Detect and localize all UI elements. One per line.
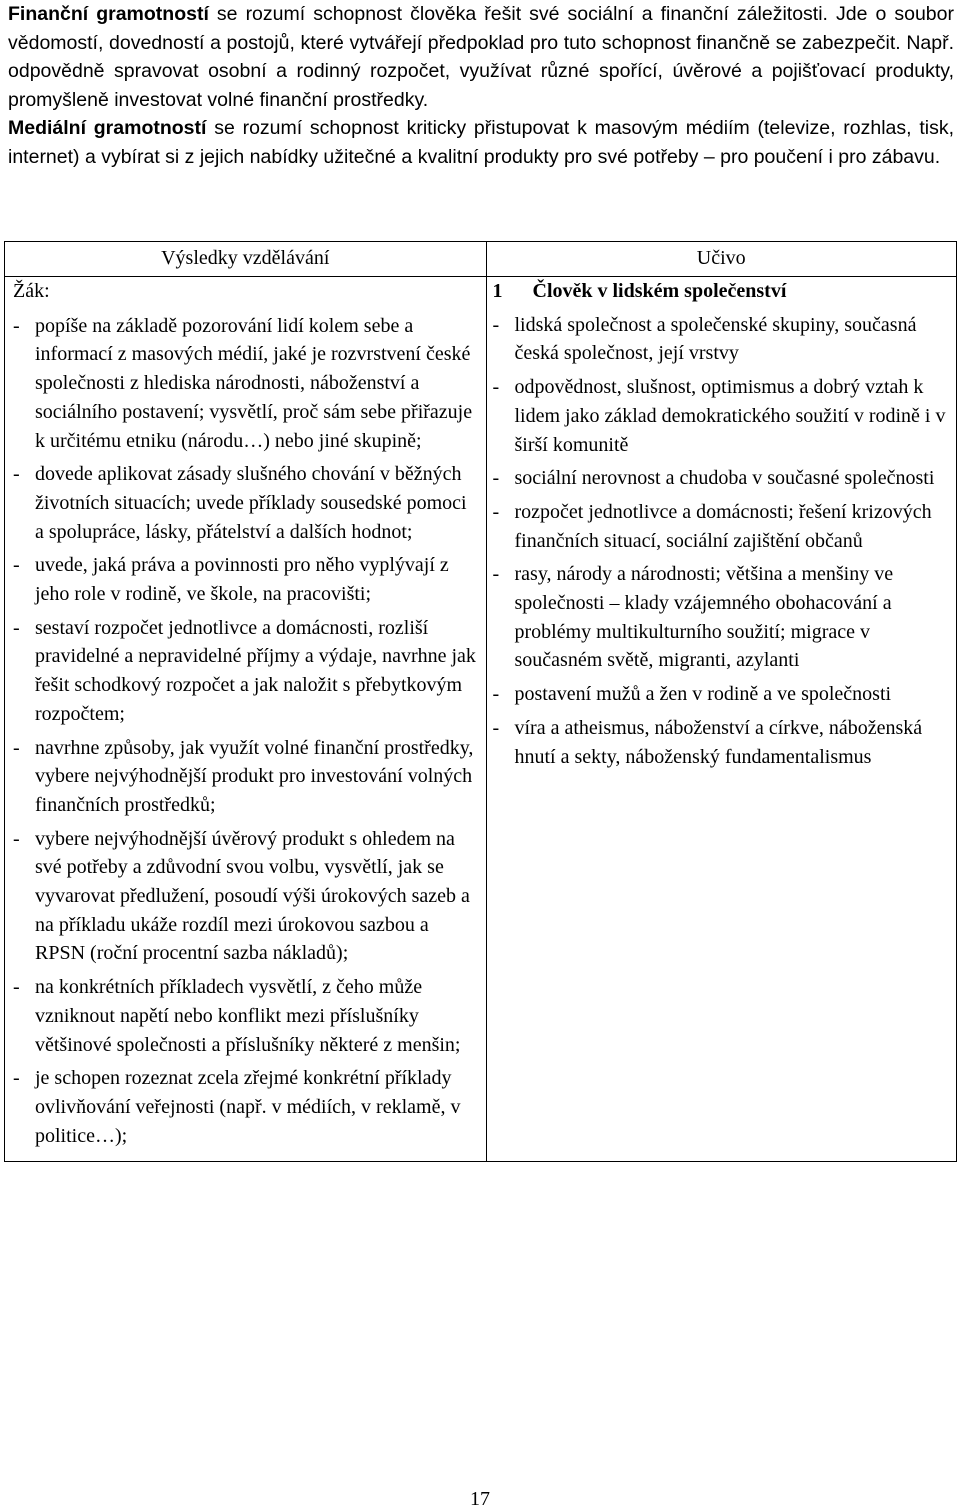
outcomes-list [13, 312, 478, 1151]
list-item: - lidská společnost a společenské skupiny, současná česká společnost, její vrstvy [493, 311, 949, 368]
topic-number: 1 [492, 280, 503, 302]
list-item: - dovede aplikovat zásady slušného chování v běžných životních situacích; uvede příklady sousedské pomoci a spolupráce, lásky, přátelství a dalších hodnot; [13, 460, 478, 546]
student-label: Žák: [13, 280, 50, 302]
list-item: - rozpočet jednotlivce a domácnosti; řešení krizových finančních situací, sociální zajištění občanů [493, 498, 949, 555]
table-header-row [5, 242, 957, 277]
list-item: - popíše na základě pozorování lidí kolem sebe a informací z masových médií, jaké je rozvrstvení české společnosti z hlediska národnosti, náboženství a sociálního postavení; vysvětlí, proč sám sebe přiřazuje k určitému etniku (národu…) nebo jiné skupině; [13, 312, 478, 456]
list-item: - navrhne způsoby, jak využít volné finanční prostředky, vybere nejvýhodnější produkt pro investování volných finančních prostředků; [13, 734, 478, 820]
header-outcomes: Výsledky vzdělávání [5, 242, 487, 277]
list-item: - postavení mužů a žen v rodině a ve společnosti [493, 680, 949, 709]
list-item: - na konkrétních příkladech vysvětlí, z čeho může vzniknout napětí nebo konflikt mezi příslušníky většinové společnosti a příslušníky některé z menšin; [13, 973, 478, 1059]
financial-literacy-definition: se rozumí schopnost člověka řešit své sociální a finanční záležitosti. Jde o soubor vědomostí, dovedností a postojů, které vytvářejí předpoklad pro tuto schopnost finančně se zabezpečit. Např. odpovědně spravovat osobní a rodinný rozpočet, využívat různé spořící, úvěrové a pojišťovací produkty, promyšleně investovat volné finanční prostředky. [8, 3, 954, 111]
list-item: - sociální nerovnost a chudoba v současné společnosti [493, 464, 949, 493]
financial-literacy-term: Finanční gramotností [8, 3, 209, 25]
list-item: - víra a atheismus, náboženství a církve, náboženská hnutí a sekty, náboženský fundamentalismus [493, 714, 949, 771]
outcomes-cell [5, 277, 487, 1162]
media-literacy-term: Mediální gramotností [8, 117, 207, 140]
media-literacy-definition: se rozumí schopnost kriticky přistupovat k masovým médiím (televize, rozhlas, tisk, internet) a vybírat si z jejich nabídky užitečné a kvalitní produkty pro své potřeby – pro poučení i pro zábavu. [8, 117, 954, 168]
curriculum-cell [486, 277, 957, 1162]
table-body-row [5, 277, 957, 1162]
list-item: - vybere nejvýhodnější úvěrový produkt s ohledem na své potřeby a zdůvodní svou volbu, vysvětlí, jak se vyvarovat předlužení, posoudí výši úrokových sazeb a na příkladu ukáže rozdíl mezi úrokovou sazbou a RPSN (roční procentní sazba nákladů); [13, 825, 478, 969]
intro-text [8, 0, 954, 172]
financial-literacy-paragraph [8, 0, 954, 114]
page-number: 17 [470, 1488, 490, 1510]
list-item: - odpovědnost, slušnost, optimismus a dobrý vztah k lidem jako základ demokratického soužití v rodině i v širší komunitě [493, 373, 949, 459]
list-item: - sestaví rozpočet jednotlivce a domácnosti, rozliší pravidelné a nepravidelné příjmy a výdaje, navrhne jak řešit schodkový rozpočet a jak naložit s přebytkovým rozpočtem; [13, 614, 478, 729]
list-item: - uvede, jaká práva a povinnosti pro něho vyplývají z jeho role v rodině, ve škole, na pracovišti; [13, 551, 478, 608]
list-item: - rasy, národy a národnosti; většina a menšiny ve společnosti – klady vzájemného obohacování a problémy multikulturního soužití; migrace v současném světě, migranti, azylanti [493, 560, 949, 675]
curriculum-list [493, 311, 949, 772]
list-item: - je schopen rozeznat zcela zřejmé konkrétní příklady ovlivňování veřejnosti (např. v médiích, v reklamě, v politice…); [13, 1064, 478, 1150]
media-literacy-paragraph [8, 114, 954, 171]
topic-title: Člověk v lidském společenství [532, 280, 787, 302]
header-curriculum: Učivo [486, 242, 957, 277]
topic-heading [493, 277, 949, 306]
curriculum-table [4, 241, 957, 1162]
